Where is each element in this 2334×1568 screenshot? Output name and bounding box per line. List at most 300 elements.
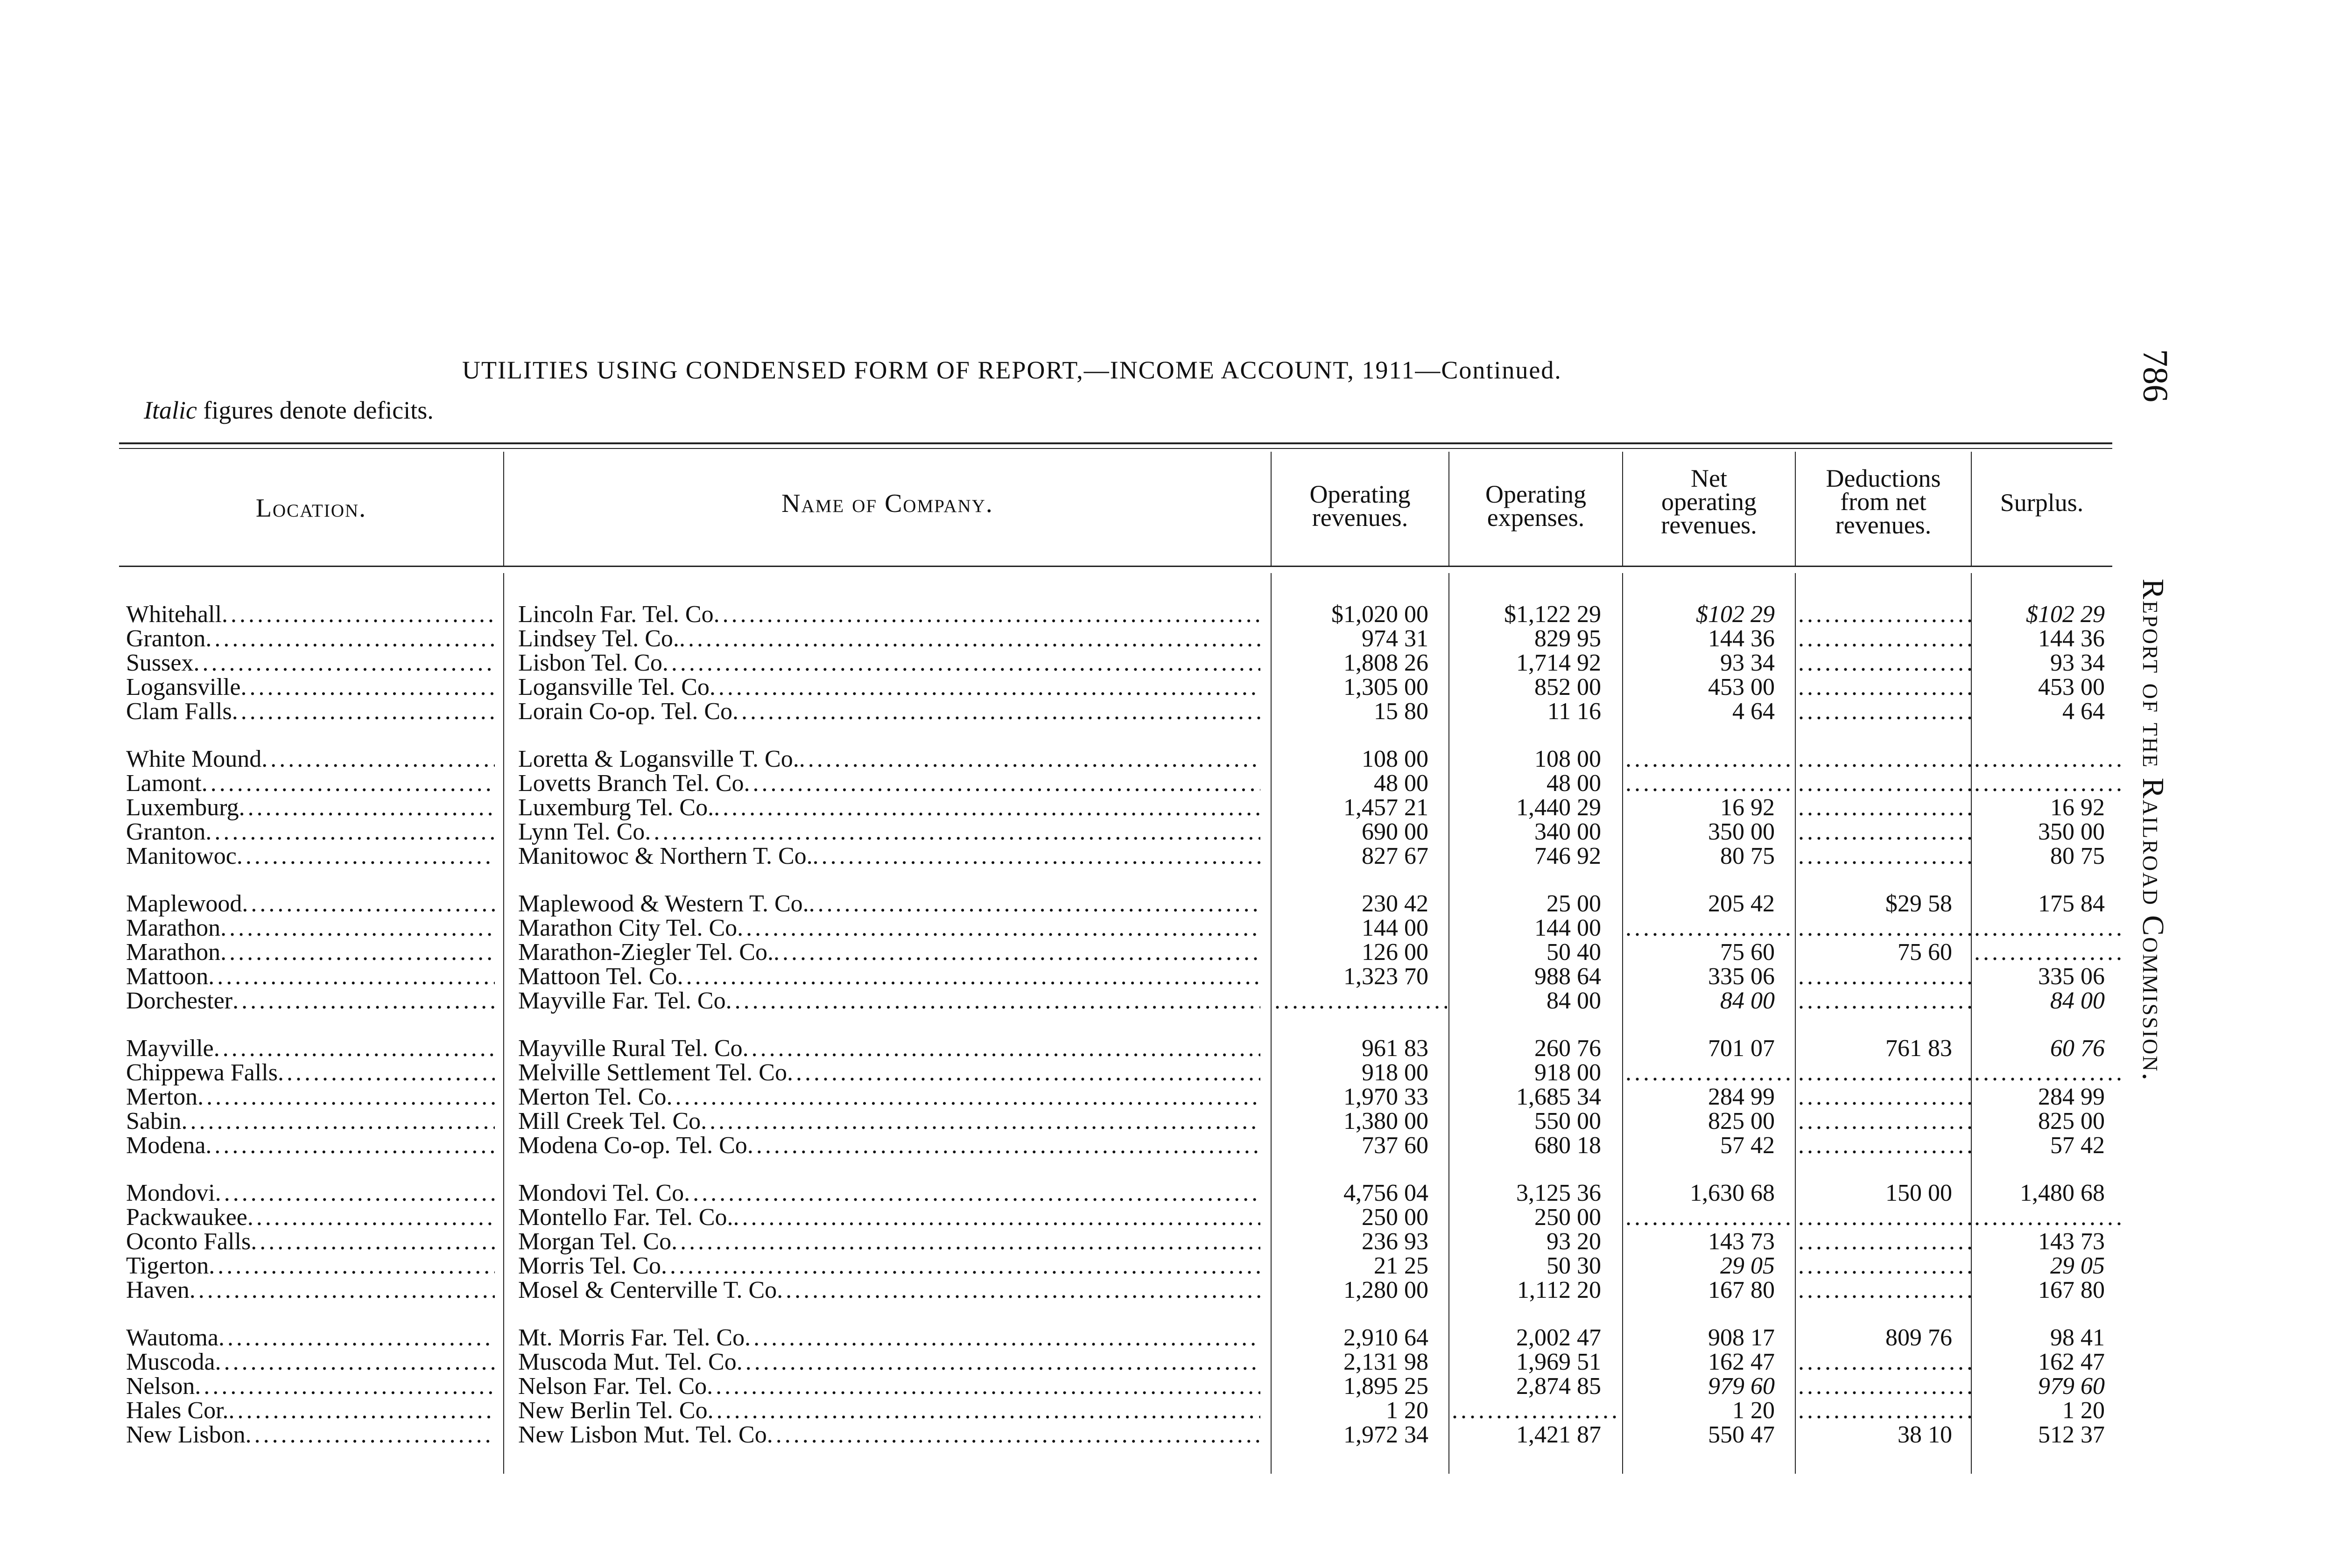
company-name: Marathon-Ziegler Tel. Co. [518, 940, 774, 966]
exp-value: 829 95 [1534, 625, 1601, 652]
header-rule [119, 566, 2112, 567]
company-name: Morgan Tel. Co [518, 1229, 672, 1255]
company-cell [518, 747, 1260, 773]
exp-value: 1,112 20 [1517, 1277, 1601, 1303]
location-text: Tigerton [126, 1253, 209, 1279]
company-name: Manitowoc & Northern T. Co. [518, 844, 813, 869]
rev-value: 48 00 [1374, 770, 1428, 797]
rev-value: 2,910 64 [1343, 1324, 1428, 1351]
deficit-note [144, 396, 434, 425]
company-name: Muscoda Mut. Tel. Co [518, 1350, 737, 1375]
rev-empty-cell [1274, 988, 1447, 1015]
location-cell [126, 891, 495, 917]
company-cell [518, 844, 1260, 870]
running-head: Report of the Railroad Commission. [2136, 579, 2170, 1082]
ded-empty-cell [1798, 1205, 1971, 1231]
company-name: Maplewood & Western T. Co. [518, 891, 809, 917]
company-name: New Lisbon Mut. Tel. Co [518, 1422, 767, 1448]
location-text: Merton [126, 1085, 198, 1110]
exp-value: 1,714 92 [1516, 650, 1601, 676]
company-cell [518, 771, 1260, 797]
top-rule [119, 442, 2112, 444]
rev-value: 250 00 [1362, 1204, 1428, 1231]
exp-value: 3,125 36 [1516, 1180, 1601, 1206]
exp-value: 1,421 87 [1516, 1421, 1601, 1448]
company-cell [518, 988, 1260, 1015]
company-name: Mayville Far. Tel. Co [518, 988, 726, 1014]
header-deductions-line3: revenues. [1835, 511, 1932, 539]
location-cell [126, 940, 495, 966]
rev-value: 1,380 00 [1343, 1108, 1428, 1134]
location-cell [126, 795, 495, 821]
company-cell [518, 795, 1260, 821]
location-cell [126, 964, 495, 990]
exp-value: 918 00 [1534, 1059, 1601, 1086]
company-name: Morris Tel. Co [518, 1253, 661, 1279]
page-number: 786 [2136, 349, 2175, 402]
header-surplus: Surplus. [2000, 489, 2084, 517]
page-title: UTILITIES USING CONDENSED FORM OF REPORT,—INCOME ACCOUNT, 1911—Continued. [462, 356, 1562, 384]
sur-value: 84 00 [2050, 987, 2105, 1014]
sur-value: 979 60 [2038, 1373, 2105, 1400]
rev-value: 1,323 70 [1343, 963, 1428, 990]
net-value: 144 36 [1708, 625, 1775, 652]
ded-empty-cell [1798, 651, 1971, 677]
net-empty-cell [1625, 916, 1793, 942]
header-company: Name of Company. [781, 489, 993, 518]
sur-empty-cell [1974, 916, 2123, 942]
location-text: White Mound [126, 747, 262, 772]
body-divider-3 [1448, 573, 1449, 1474]
company-name: Lincoln Far. Tel. Co [518, 602, 714, 628]
ded-value: 38 10 [1898, 1421, 1952, 1448]
ded-value: 761 83 [1885, 1035, 1952, 1062]
net-value: 284 99 [1708, 1084, 1775, 1110]
sur-value: 4 64 [2062, 698, 2105, 725]
header-location: Location. [255, 494, 367, 523]
top-rule-2 [119, 448, 2112, 449]
ded-empty-cell [1798, 819, 1971, 846]
exp-value: $1,122 29 [1504, 601, 1601, 628]
company-cell [518, 1205, 1260, 1231]
note-text: figures denote deficits. [203, 396, 434, 424]
exp-value: 11 16 [1547, 698, 1601, 725]
ded-empty-cell [1798, 988, 1971, 1015]
location-cell [126, 675, 495, 701]
location-cell [126, 1036, 495, 1062]
rev-value: 737 60 [1362, 1132, 1428, 1159]
company-name: Mill Creek Tel. Co [518, 1109, 701, 1134]
rev-value: 1,970 33 [1343, 1084, 1428, 1110]
ded-empty-cell [1798, 1253, 1971, 1280]
net-value: 143 73 [1708, 1228, 1775, 1255]
exp-value: 2,874 85 [1516, 1373, 1601, 1400]
header-net-operating-revenues [1623, 464, 1795, 539]
exp-value: 852 00 [1534, 674, 1601, 700]
location-cell [126, 699, 495, 725]
rev-value: 1,305 00 [1343, 674, 1428, 700]
company-cell [518, 699, 1260, 725]
rev-value: 144 00 [1362, 915, 1428, 941]
sur-empty-cell [1974, 747, 2123, 773]
location-text: Clam Falls [126, 699, 232, 725]
company-name: Logansville Tel. Co [518, 675, 710, 700]
company-name: Lorain Co-op. Tel. Co [518, 699, 733, 725]
company-cell [518, 916, 1260, 942]
company-cell [518, 964, 1260, 990]
rev-value: 108 00 [1362, 746, 1428, 772]
exp-value: 93 20 [1547, 1228, 1601, 1255]
sur-value: 80 75 [2050, 843, 2105, 869]
location-cell [126, 747, 495, 773]
location-text: Muscoda [126, 1350, 215, 1375]
ded-empty-cell [1798, 1278, 1971, 1304]
net-empty-cell [1625, 747, 1793, 773]
header-net-line3: revenues. [1661, 511, 1757, 539]
location-cell [126, 651, 495, 677]
company-cell [518, 819, 1260, 846]
company-cell [518, 1036, 1260, 1062]
location-cell [126, 916, 495, 942]
net-value: 1,630 68 [1690, 1180, 1775, 1206]
rev-value: $1,020 00 [1331, 601, 1428, 628]
sur-value: 93 34 [2050, 650, 2105, 676]
ded-empty-cell [1798, 771, 1971, 797]
exp-value: 50 40 [1547, 939, 1601, 966]
exp-value: 1,969 51 [1516, 1349, 1601, 1375]
net-empty-cell [1625, 1060, 1793, 1086]
net-value: 167 80 [1708, 1277, 1775, 1303]
company-name: Merton Tel. Co [518, 1085, 667, 1110]
company-cell [518, 675, 1260, 701]
location-cell [126, 771, 495, 797]
company-cell [518, 1253, 1260, 1280]
location-text: Luxemburg [126, 795, 239, 821]
location-cell [126, 626, 495, 652]
sur-empty-cell [1974, 771, 2123, 797]
exp-value: 250 00 [1534, 1204, 1601, 1231]
sur-value: 29 05 [2050, 1253, 2105, 1279]
location-cell [126, 1133, 495, 1159]
rev-value: 21 25 [1374, 1253, 1428, 1279]
location-text: Marathon [126, 940, 221, 966]
net-value: 80 75 [1720, 843, 1775, 869]
net-value: 57 42 [1720, 1132, 1775, 1159]
location-cell [126, 1205, 495, 1231]
location-cell [126, 1325, 495, 1351]
company-name: Modena Co-op. Tel. Co [518, 1133, 747, 1159]
rev-value: 690 00 [1362, 819, 1428, 845]
location-text: Oconto Falls [126, 1229, 251, 1255]
net-value: 75 60 [1720, 939, 1775, 966]
company-cell [518, 626, 1260, 652]
note-italic-word: Italic [144, 396, 197, 424]
exp-value: 746 92 [1534, 843, 1601, 869]
ded-empty-cell [1798, 602, 1971, 628]
company-cell [518, 1278, 1260, 1304]
exp-value: 340 00 [1534, 819, 1601, 845]
location-text: Logansville [126, 675, 241, 700]
rev-value: 1,972 34 [1343, 1421, 1428, 1448]
header-operating-expenses [1449, 480, 1622, 532]
exp-value: 50 30 [1547, 1253, 1601, 1279]
sur-value: 335 06 [2038, 963, 2105, 990]
net-value: 701 07 [1708, 1035, 1775, 1062]
ded-empty-cell [1798, 844, 1971, 870]
exp-value: 260 76 [1534, 1035, 1601, 1062]
header-deductions [1796, 464, 1971, 539]
company-name: Melville Settlement Tel. Co [518, 1060, 787, 1086]
exp-value: 108 00 [1534, 746, 1601, 772]
rev-value: 1,895 25 [1343, 1373, 1428, 1400]
header-net-line2: operating [1661, 488, 1757, 516]
sur-value: 143 73 [2038, 1228, 2105, 1255]
location-text: Mattoon [126, 964, 209, 990]
location-text: Whitehall [126, 602, 222, 628]
ded-empty-cell [1798, 1398, 1971, 1424]
location-text: Manitowoc [126, 844, 237, 869]
company-name: New Berlin Tel. Co [518, 1398, 708, 1424]
exp-value: 84 00 [1547, 987, 1601, 1014]
body-divider-6 [1971, 573, 1972, 1474]
exp-value: 25 00 [1547, 890, 1601, 917]
ded-empty-cell [1798, 747, 1971, 773]
location-cell [126, 844, 495, 870]
exp-value: 680 18 [1534, 1132, 1601, 1159]
rev-value: 2,131 98 [1343, 1349, 1428, 1375]
company-cell [518, 891, 1260, 917]
location-text: Hales Cor. [126, 1398, 229, 1424]
sur-value: 175 84 [2038, 890, 2105, 917]
location-text: Dorchester [126, 988, 233, 1014]
location-text: Mondovi [126, 1181, 215, 1206]
location-cell [126, 1181, 495, 1207]
company-name: Mt. Morris Far. Tel. Co [518, 1325, 745, 1351]
ded-value: 150 00 [1885, 1180, 1952, 1206]
sur-value: 1,480 68 [2020, 1180, 2105, 1206]
rev-value: 15 80 [1374, 698, 1428, 725]
ded-empty-cell [1798, 1374, 1971, 1400]
net-value: 16 92 [1720, 794, 1775, 821]
sur-value: 284 99 [2038, 1084, 2105, 1110]
location-cell [126, 1253, 495, 1280]
sur-value: 60 76 [2050, 1035, 2105, 1062]
location-text: Granton [126, 819, 206, 845]
rev-value: 1,808 26 [1343, 650, 1428, 676]
header-net-line1: Net [1691, 464, 1727, 492]
location-cell [126, 1085, 495, 1111]
header-operating-expenses-line2: expenses. [1487, 504, 1585, 532]
location-text: Modena [126, 1133, 206, 1159]
location-text: Maplewood [126, 891, 242, 917]
rev-value: 827 67 [1362, 843, 1428, 869]
sur-value: 1 20 [2062, 1397, 2105, 1424]
net-value: 979 60 [1708, 1373, 1775, 1400]
company-cell [518, 1229, 1260, 1255]
company-name: Luxemburg Tel. Co. [518, 795, 714, 821]
ded-empty-cell [1798, 1109, 1971, 1135]
header-deductions-line2: from net [1840, 488, 1926, 516]
location-text: Nelson [126, 1374, 195, 1400]
company-cell [518, 651, 1260, 677]
exp-value: 988 64 [1534, 963, 1601, 990]
header-operating-revenues-line1: Operating [1309, 480, 1411, 508]
ded-empty-cell [1798, 1133, 1971, 1159]
sur-empty-cell [1974, 1060, 2123, 1086]
net-value: 350 00 [1708, 819, 1775, 845]
ded-empty-cell [1798, 1229, 1971, 1255]
sur-value: 98 41 [2050, 1324, 2105, 1351]
rev-value: 1 20 [1386, 1397, 1428, 1424]
location-text: Wautoma [126, 1325, 218, 1351]
ded-empty-cell [1798, 1085, 1971, 1111]
exp-value: 1,685 34 [1516, 1084, 1601, 1110]
location-text: Haven [126, 1278, 190, 1303]
net-value: $102 29 [1696, 601, 1775, 628]
sur-empty-cell [1974, 1205, 2123, 1231]
net-value: 335 06 [1708, 963, 1775, 990]
company-cell [518, 1350, 1260, 1376]
net-empty-cell [1625, 1205, 1793, 1231]
net-value: 93 34 [1720, 650, 1775, 676]
company-name: Lisbon Tel. Co [518, 651, 662, 676]
sur-value: 162 47 [2038, 1349, 2105, 1375]
company-name: Mattoon Tel. Co [518, 964, 677, 990]
ded-empty-cell [1798, 795, 1971, 821]
ded-empty-cell [1798, 1350, 1971, 1376]
company-cell [518, 1060, 1260, 1086]
company-cell [518, 602, 1260, 628]
company-cell [518, 1109, 1260, 1135]
header-deductions-line1: Deductions [1826, 464, 1941, 492]
location-cell [126, 1350, 495, 1376]
location-cell [126, 1109, 495, 1135]
ded-value: 75 60 [1898, 939, 1952, 966]
sur-value: 512 37 [2038, 1421, 2105, 1448]
location-cell [126, 1278, 495, 1304]
rev-value: 4,756 04 [1343, 1180, 1428, 1206]
net-value: 908 17 [1708, 1324, 1775, 1351]
company-name: Mosel & Centerville T. Co [518, 1278, 777, 1303]
location-text: Mayville [126, 1036, 214, 1062]
company-name: Loretta & Logansville T. Co. [518, 747, 799, 772]
exp-value: 48 00 [1547, 770, 1601, 797]
net-value: 4 64 [1732, 698, 1775, 725]
sur-value: 453 00 [2038, 674, 2105, 700]
rev-value: 236 93 [1362, 1228, 1428, 1255]
sur-value: 825 00 [2038, 1108, 2105, 1134]
exp-value: 144 00 [1534, 915, 1601, 941]
body-divider-4 [1622, 573, 1623, 1474]
ded-empty-cell [1798, 916, 1971, 942]
net-value: 205 42 [1708, 890, 1775, 917]
company-cell [518, 1085, 1260, 1111]
location-text: Granton [126, 626, 206, 652]
exp-value: 2,002 47 [1516, 1324, 1601, 1351]
location-text: Sussex [126, 651, 194, 676]
company-name: Lindsey Tel. Co. [518, 626, 679, 652]
sur-value: 16 92 [2050, 794, 2105, 821]
company-name: Lovetts Branch Tel. Co [518, 771, 744, 797]
ded-empty-cell [1798, 1060, 1971, 1086]
company-name: Lynn Tel. Co [518, 819, 645, 845]
company-cell [518, 1133, 1260, 1159]
rev-value: 974 31 [1362, 625, 1428, 652]
ded-empty-cell [1798, 675, 1971, 701]
net-value: 550 47 [1708, 1421, 1775, 1448]
location-text: Lamont [126, 771, 202, 797]
location-cell [126, 988, 495, 1015]
company-cell [518, 1422, 1260, 1449]
ded-empty-cell [1798, 699, 1971, 725]
location-cell [126, 1398, 495, 1424]
location-text: Sabin [126, 1109, 182, 1134]
sur-value: $102 29 [2026, 601, 2105, 628]
sur-value: 57 42 [2050, 1132, 2105, 1159]
company-cell [518, 1374, 1260, 1400]
net-value: 84 00 [1720, 987, 1775, 1014]
company-cell [518, 940, 1260, 966]
sur-value: 144 36 [2038, 625, 2105, 652]
rev-value: 1,280 00 [1343, 1277, 1428, 1303]
sur-empty-cell [1974, 940, 2123, 966]
ded-empty-cell [1798, 964, 1971, 990]
sur-value: 350 00 [2038, 819, 2105, 845]
location-text: Marathon [126, 916, 221, 941]
ded-value: $29 58 [1885, 890, 1952, 917]
location-text: New Lisbon [126, 1422, 246, 1448]
company-cell [518, 1398, 1260, 1424]
company-name: Mayville Rural Tel. Co [518, 1036, 743, 1062]
exp-value: 1,440 29 [1516, 794, 1601, 821]
company-cell [518, 1325, 1260, 1351]
net-value: 162 47 [1708, 1349, 1775, 1375]
company-name: Mondovi Tel. Co [518, 1181, 684, 1206]
header-operating-revenues [1272, 480, 1448, 532]
company-cell [518, 1181, 1260, 1207]
location-cell [126, 1422, 495, 1449]
body-divider-1 [503, 573, 504, 1474]
net-value: 29 05 [1720, 1253, 1775, 1279]
ded-empty-cell [1798, 626, 1971, 652]
location-cell [126, 602, 495, 628]
net-value: 825 00 [1708, 1108, 1775, 1134]
location-cell [126, 1374, 495, 1400]
location-cell [126, 819, 495, 846]
location-text: Packwaukee [126, 1205, 247, 1231]
ded-value: 809 76 [1885, 1324, 1952, 1351]
exp-value: 550 00 [1534, 1108, 1601, 1134]
rev-value: 918 00 [1362, 1059, 1428, 1086]
location-text: Chippewa Falls [126, 1060, 278, 1086]
exp-empty-cell [1452, 1398, 1620, 1424]
body-divider-5 [1795, 573, 1796, 1474]
body-divider-2 [1271, 573, 1272, 1474]
rev-value: 1,457 21 [1343, 794, 1428, 821]
location-cell [126, 1060, 495, 1086]
rev-value: 126 00 [1362, 939, 1428, 966]
header-operating-expenses-line1: Operating [1485, 480, 1586, 508]
net-value: 1 20 [1732, 1397, 1775, 1424]
company-name: Nelson Far. Tel. Co [518, 1374, 707, 1400]
rev-value: 230 42 [1362, 890, 1428, 917]
rev-value: 961 83 [1362, 1035, 1428, 1062]
company-name: Montello Far. Tel. Co. [518, 1205, 733, 1231]
net-value: 453 00 [1708, 674, 1775, 700]
location-cell [126, 1229, 495, 1255]
company-name: Marathon City Tel. Co [518, 916, 738, 941]
header-operating-revenues-line2: revenues. [1312, 504, 1408, 532]
